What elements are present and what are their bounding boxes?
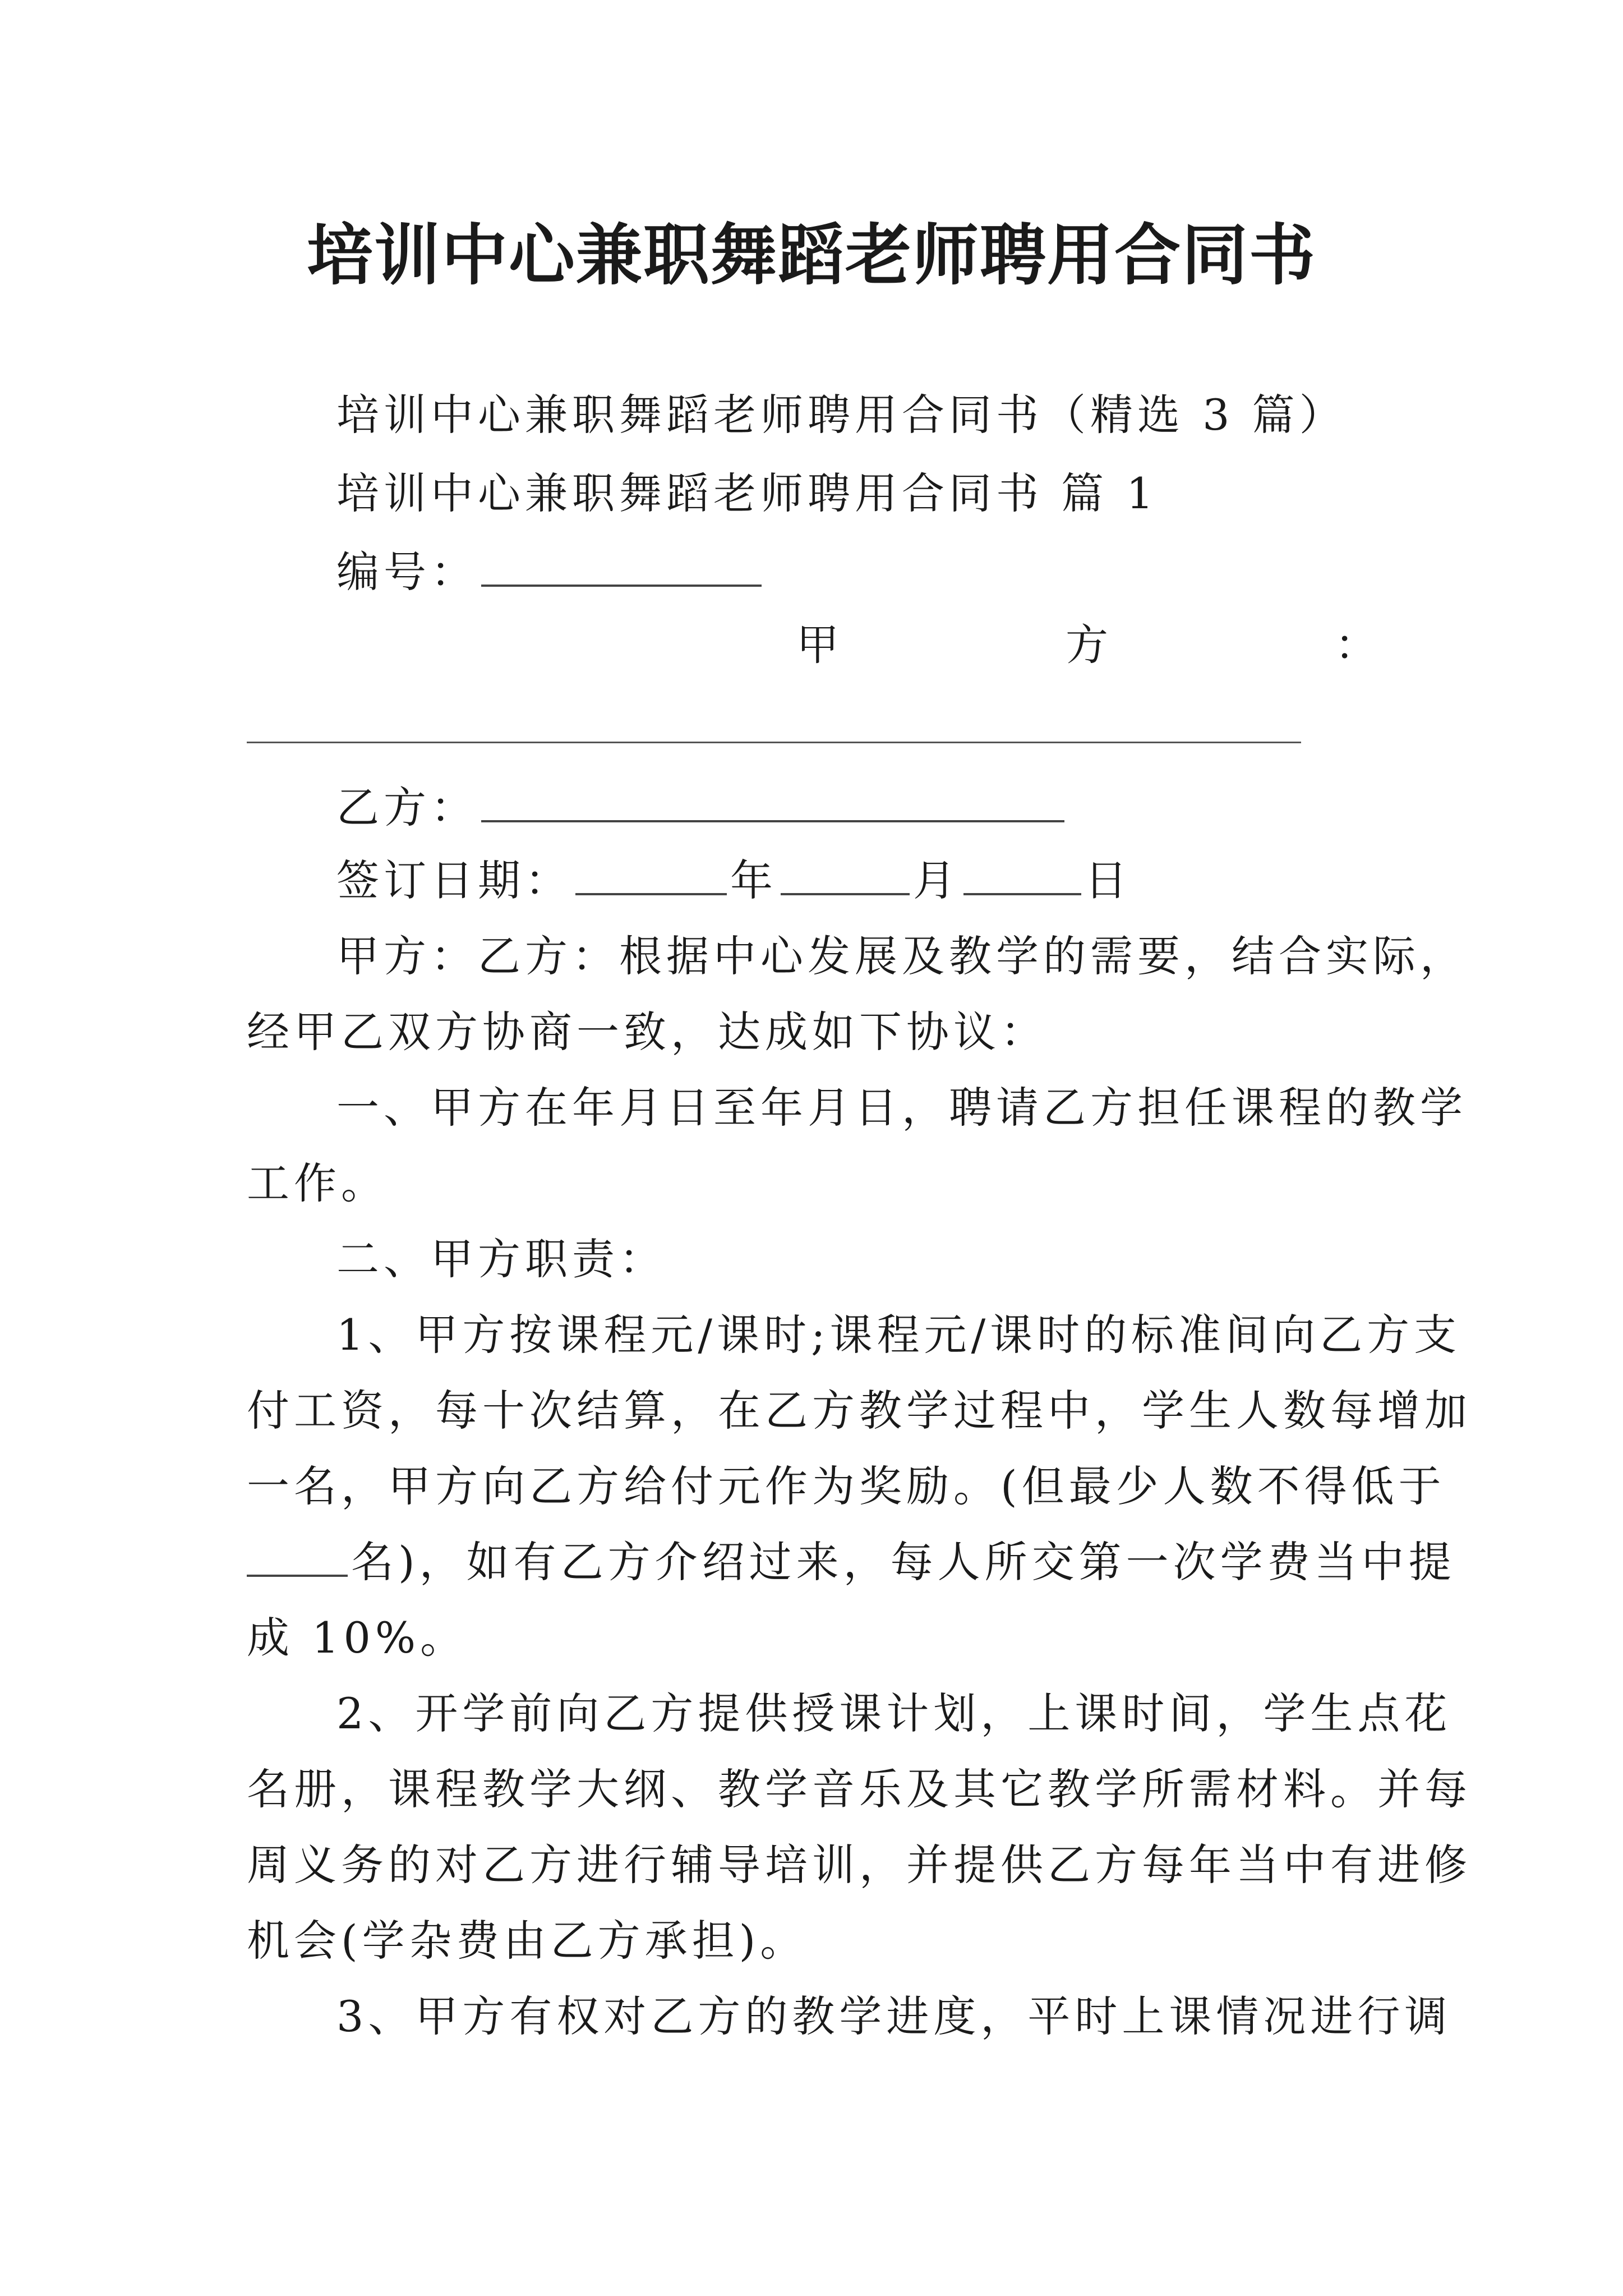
month-label: 月 [913,855,960,905]
body-line: 3、甲方有权对乙方的教学进度，平时上课情况进行调 [336,1991,1452,2041]
year-label: 年 [730,855,777,905]
party-a-row [247,617,1380,673]
body-line: 成 10%。 [247,1613,468,1663]
body-line: 付工资，每十次结算，在乙方教学过程中，学生人数每增加 [247,1386,1472,1435]
year-blank [575,854,727,895]
body-line-with-blank [247,1534,1456,1590]
body-line: 机会(学杂费由乙方承担)。 [247,1916,808,1966]
body-line: 周义务的对乙方进行辅导培训，并提供乙方每年当中有进修 [247,1840,1472,1890]
document-title: 培训中心兼职舞蹈老师聘用合同书 [306,217,1316,294]
party-b-row [336,780,1068,836]
month-blank [781,854,910,895]
day-label: 日 [1085,855,1132,905]
body-line: 1、甲方按课程元/课时;课程元/课时的标准间向乙方支 [336,1310,1461,1360]
number-row [336,544,765,600]
sign-date-label: 签订日期： [336,855,572,905]
body-line: 2、开学前向乙方提供授课计划，上课时间，学生点花 [336,1688,1452,1738]
body-line-text: 名)，如有乙方介绍过来，每人所交第一次学费当中提 [351,1537,1456,1587]
body-line: 一、甲方在年月日至年月日，聘请乙方担任课程的教学 [336,1083,1467,1133]
party-b-blank [481,781,1064,822]
day-blank [963,854,1081,895]
party-a-colon: ： [1335,620,1377,670]
body-line: 甲方：乙方：根据中心发展及教学的需要，结合实际， [336,931,1467,981]
document-subtitle: 培训中心兼职舞蹈老师聘用合同书（精选 3 篇） [336,390,1347,440]
number-label: 编号： [336,547,478,597]
body-line: 名册，课程教学大纲、教学音乐及其它教学所需材料。并每 [247,1764,1472,1814]
party-b-label: 乙方： [336,783,478,832]
body-line: 二、甲方职责： [336,1234,666,1284]
number-blank [481,545,762,587]
party-a-char2: 方 [1066,620,1108,670]
section-heading: 培训中心兼职舞蹈老师聘用合同书 篇 1 [336,468,1158,518]
body-line: 一名，甲方向乙方给付元作为奖励。(但最少人数不得低于 [247,1461,1446,1511]
party-a-blank [247,742,1301,743]
count-blank [247,1535,348,1577]
body-line: 工作。 [247,1158,388,1208]
sign-date-row [336,853,1132,909]
party-a-char1: 甲 [796,620,839,670]
body-line: 经甲乙双方协商一致，达成如下协议： [247,1007,1048,1057]
